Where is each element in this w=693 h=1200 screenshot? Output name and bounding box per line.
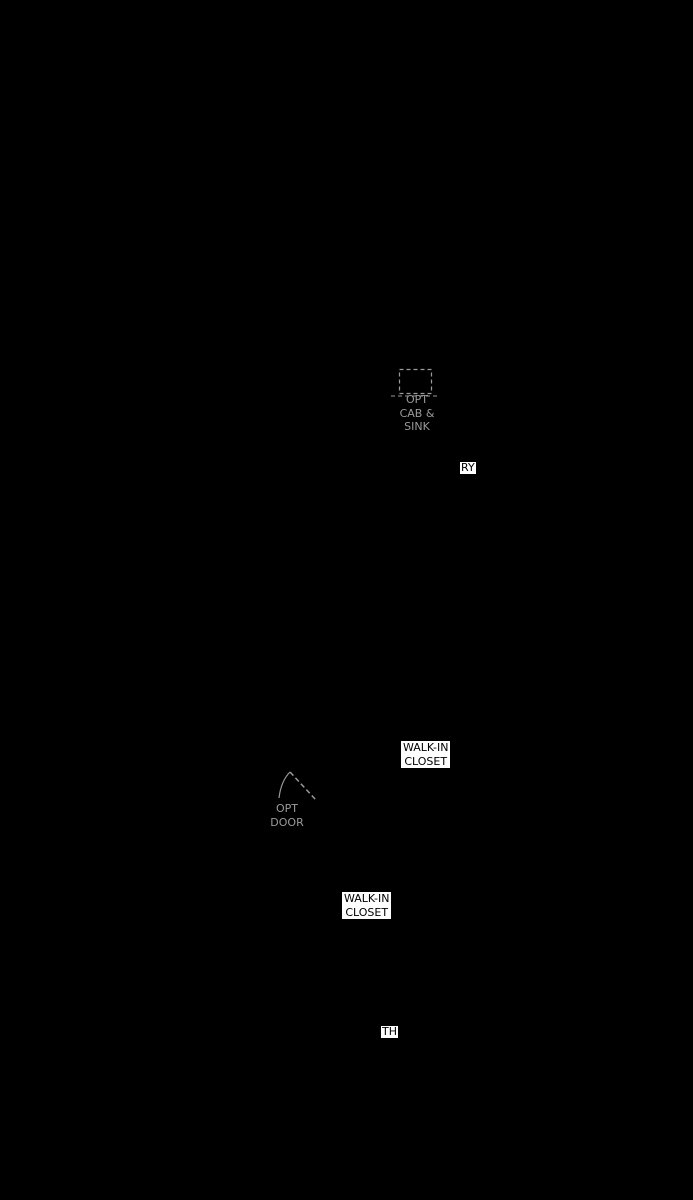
- opt-cab-sink-line-1: OPT: [405, 393, 428, 406]
- opt-door-line-2: DOOR: [270, 815, 304, 829]
- walk-in-closet-label-2: [342, 892, 391, 919]
- opt-cab-sink-line-2: CAB &: [399, 406, 435, 420]
- laundry-label-fragment: [460, 462, 476, 474]
- walk-in-closet-2-line-2: CLOSET: [345, 905, 389, 919]
- opt-door-label: [264, 802, 310, 829]
- opt-door-leaf: [290, 772, 316, 800]
- bath-label-text: TH: [382, 1025, 397, 1038]
- walk-in-closet-label-1: [401, 741, 450, 768]
- opt-door-swing-arc: [279, 772, 290, 798]
- opt-cabinet-outline: [400, 370, 432, 394]
- bath-label-fragment: [381, 1026, 398, 1038]
- walk-in-closet-1-line-2: CLOSET: [404, 754, 448, 768]
- opt-cab-sink-label: [394, 393, 440, 434]
- opt-cab-sink-line-3: SINK: [404, 420, 430, 433]
- laundry-label-text: RY: [461, 461, 475, 474]
- walk-in-closet-2-line-1: WALK-IN: [344, 892, 390, 905]
- walk-in-closet-1-line-1: WALK-IN: [403, 741, 449, 754]
- opt-door-line-1: OPT: [275, 802, 298, 815]
